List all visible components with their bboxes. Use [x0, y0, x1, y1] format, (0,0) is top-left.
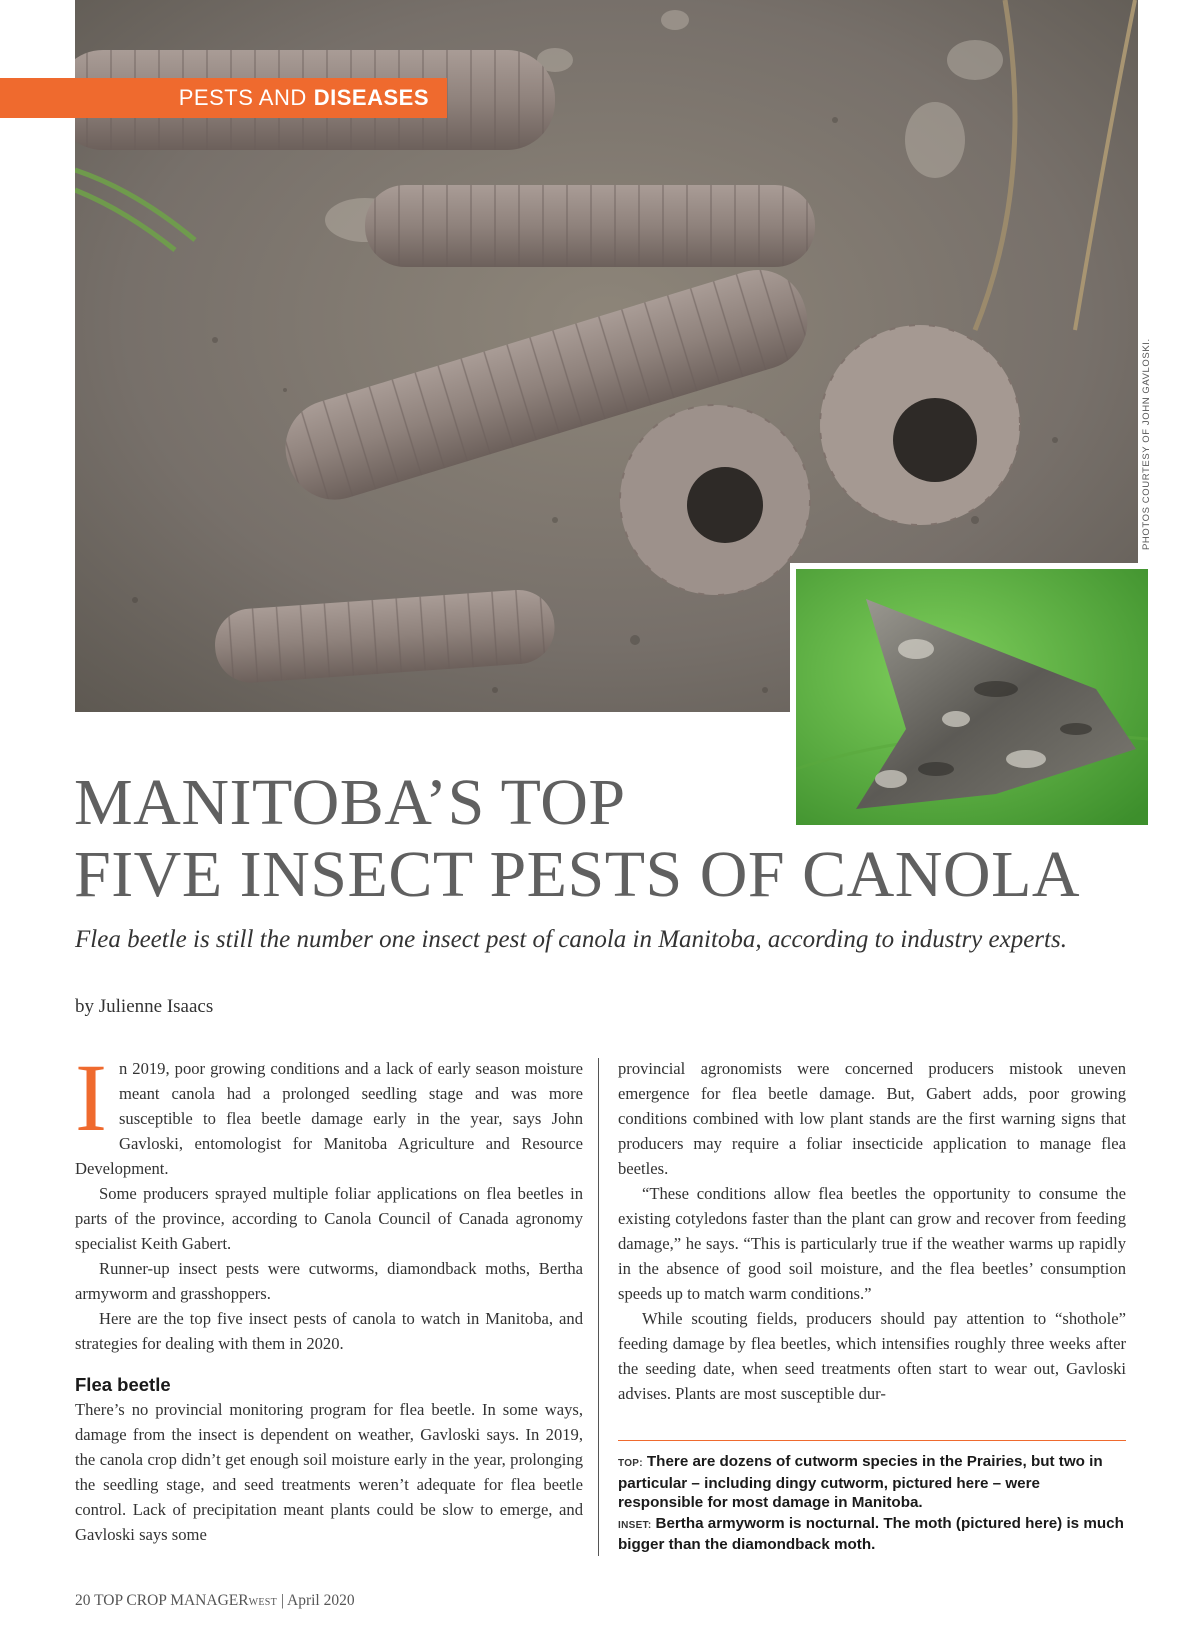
issue-date: April 2020 [287, 1592, 355, 1609]
headline-line-2: FIVE INSECT PESTS OF CANOLA [74, 838, 1081, 911]
paragraph-2: Some producers sprayed multiple foliar applications on flea beetles in parts of the province, according to Canola Council of Canada agronomy specialist Keith Gabert. [75, 1184, 583, 1253]
paragraph-8: While scouting fields, producers should pay attention to “shothole” feeding damage by flea beetles, which intensifies roughly three weeks after the seeding date, when seed treatments often start to wear out, Gavloski advises. Plants are most susceptible dur- [618, 1309, 1126, 1403]
magazine-name: TOP CROP MANAGER [94, 1592, 249, 1609]
page-folio [75, 1592, 355, 1610]
article-headline [74, 767, 1154, 911]
article-column-left [75, 1044, 583, 1547]
paragraph-5: There’s no provincial monitoring program for flea beetle. In some ways, damage from the insect is dependent on weather, Gavloski says. In 2019, the canola crop didn’t get enough soil moisture early in the year, prolonging the seedling stage, and seed treatments weren’t adequate for flea beetle control. Lack of precipitation meant plants could be slow to emerge, and Gavloski says some [75, 1400, 583, 1544]
paragraph-1 [75, 1044, 583, 1181]
article-column-right [618, 1056, 1126, 1406]
column-divider [598, 1058, 599, 1556]
photo-credit: PHOTOS COURTESY OF JOHN GAVLOSKI. [1141, 338, 1152, 550]
byline: by Julienne Isaacs [75, 996, 214, 1017]
folio-separator: | [280, 1592, 284, 1609]
paragraph-1-text: n 2019, poor growing conditions and a lack of early season moisture meant canola had a prolonged seedling stage and was more susceptible to flea beetle damage early in the year, says John Gavloski, entomologist for Manitoba Agriculture and Resource Development. [75, 1059, 583, 1178]
subhead-flea-beetle: Flea beetle [75, 1374, 171, 1395]
caption-top-text: There are dozens of cutworm species in the Prairies, but two in particular – including dingy cutworm, pictured here – were responsible for most damage in Manitoba. [618, 1453, 1103, 1511]
paragraph-3: Runner-up insect pests were cutworms, diamondback moths, Bertha armyworm and grasshoppers. [75, 1259, 583, 1303]
headline-line-1: MANITOBA’S TOP [74, 766, 626, 839]
caption-inset-text: Bertha armyworm is nocturnal. The moth (pictured here) is much bigger than the diamondback moth. [618, 1514, 1124, 1553]
caption-rule [618, 1440, 1126, 1441]
section-tag-bold: DISEASES [313, 85, 429, 110]
caption-top-label: TOP: [618, 1458, 643, 1469]
magazine-edition: WEST [248, 1597, 277, 1608]
photo-captions [618, 1452, 1126, 1556]
caption-inset [618, 1514, 1126, 1555]
article-deck: Flea beetle is still the number one insect pest of canola in Manitoba, according to industry experts. [75, 926, 1067, 953]
drop-cap: I [75, 1044, 107, 1151]
caption-top [618, 1452, 1126, 1513]
paragraph-4: Here are the top five insect pests of canola to watch in Manitoba, and strategies for dealing with them in 2020. [75, 1309, 583, 1353]
paragraph-6: provincial agronomists were concerned producers mistook uneven emergence for flea beetle damage. But, Gabert adds, poor growing conditions combined with low plant stands are the first warning signs that producers may require a foliar insecticide application to manage flea beetles. [618, 1059, 1126, 1178]
paragraph-7: “These conditions allow flea beetles the opportunity to consume the existing cotyledons faster than the plant can grow and recover from feeding damage,” he says. “This is particularly true if the weather warms up rapidly in the absence of good soil moisture, and the flea beetles’ consumption speeds up to match warm conditions.” [618, 1184, 1126, 1303]
section-tag [0, 78, 447, 118]
section-tag-light: PESTS AND [178, 85, 307, 110]
caption-inset-label: INSET: [618, 1519, 652, 1531]
page-number: 20 [75, 1592, 91, 1609]
